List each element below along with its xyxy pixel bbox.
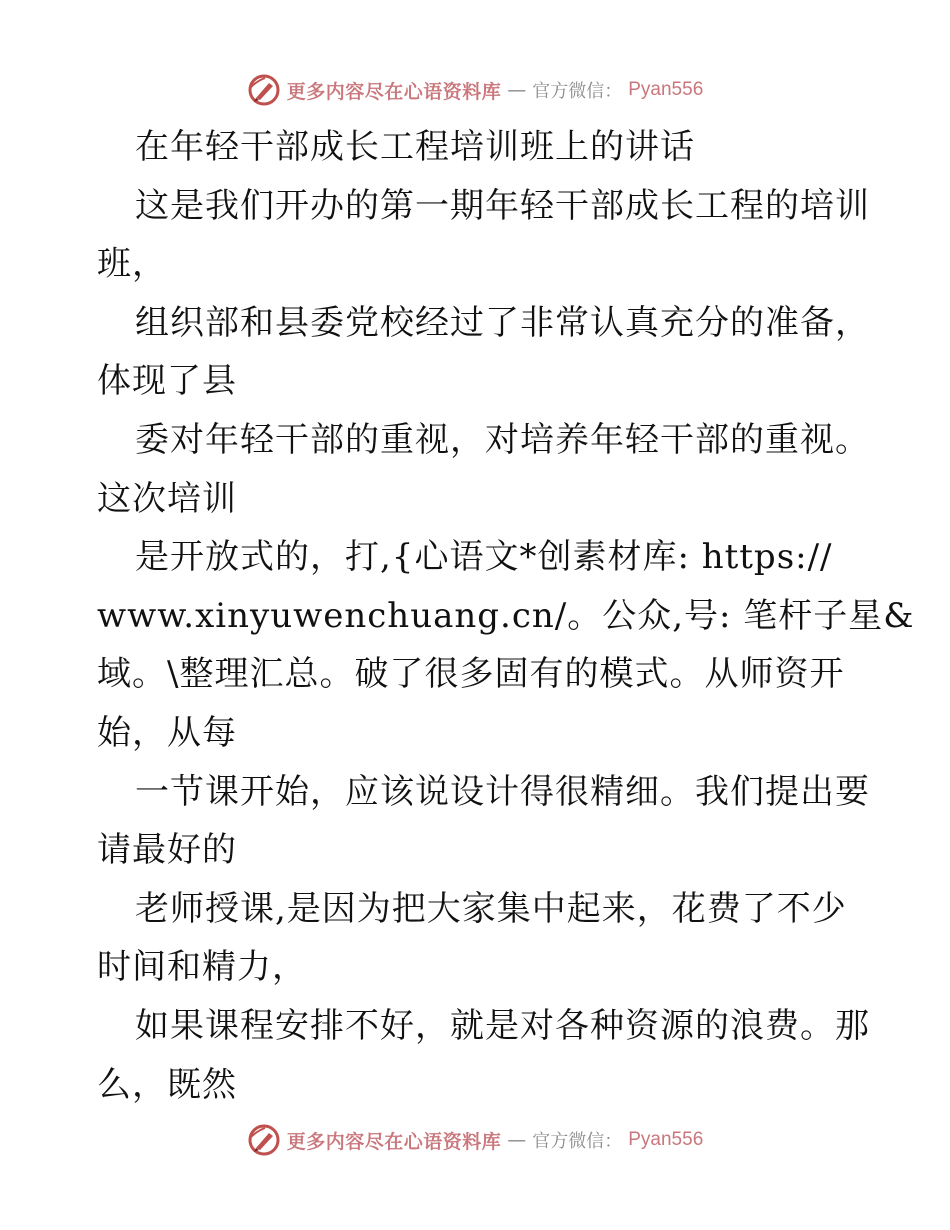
banner-wechat-label: 官方微信： bbox=[532, 1131, 623, 1152]
text-line: 是开放式的，打,{心语文*创素材库: https:// bbox=[135, 537, 833, 578]
text-line: 如果课程安排不好，就是对各种资源的浪费。那 bbox=[135, 1005, 870, 1046]
pen-logo-icon bbox=[247, 1123, 281, 1157]
banner-dash: — bbox=[507, 1129, 527, 1151]
footer-banner-content bbox=[247, 1123, 704, 1157]
text-line: 这次培训 bbox=[97, 478, 237, 519]
text-line: 么，既然 bbox=[97, 1064, 237, 1105]
text-line: 始，从每 bbox=[97, 712, 237, 753]
text-line: www.xinyuwenchuang.cn/。公众,号: 笔杆子星& bbox=[97, 595, 915, 636]
document-title: 在年轻干部成长工程培训班上的讲话 bbox=[135, 127, 695, 167]
pen-logo-icon bbox=[247, 73, 281, 107]
text-line: 请最好的 bbox=[97, 830, 237, 871]
banner-wechat-id: Pyan556 bbox=[628, 79, 704, 100]
header-banner bbox=[0, 70, 950, 110]
footer-banner bbox=[0, 1120, 950, 1160]
text-line: 班， bbox=[97, 244, 167, 285]
text-line: 体现了县 bbox=[97, 361, 237, 402]
document-body bbox=[97, 118, 915, 1114]
text-line: 域。\整理汇总。破了很多固有的模式。从师资开 bbox=[97, 654, 845, 695]
text-line: 时间和精力， bbox=[97, 947, 307, 988]
banner-wechat-id: Pyan556 bbox=[628, 1129, 704, 1150]
text-line: 一节课开始，应该说设计得很精细。我们提出要 bbox=[135, 771, 870, 812]
banner-dash: — bbox=[507, 79, 527, 101]
header-banner-content bbox=[247, 73, 704, 107]
text-line: 组织部和县委党校经过了非常认真充分的准备， bbox=[135, 302, 870, 343]
text-line: 委对年轻干部的重视，对培养年轻干部的重视。 bbox=[135, 419, 870, 460]
banner-main-text: 更多内容尽在心语资料库 bbox=[286, 80, 502, 103]
text-line: 这是我们开办的第一期年轻干部成长工程的培训 bbox=[135, 185, 870, 226]
banner-wechat-label: 官方微信： bbox=[532, 81, 623, 102]
text-line: 老师授课,是因为把大家集中起来，花费了不少 bbox=[135, 888, 847, 929]
banner-main-text: 更多内容尽在心语资料库 bbox=[286, 1130, 502, 1153]
